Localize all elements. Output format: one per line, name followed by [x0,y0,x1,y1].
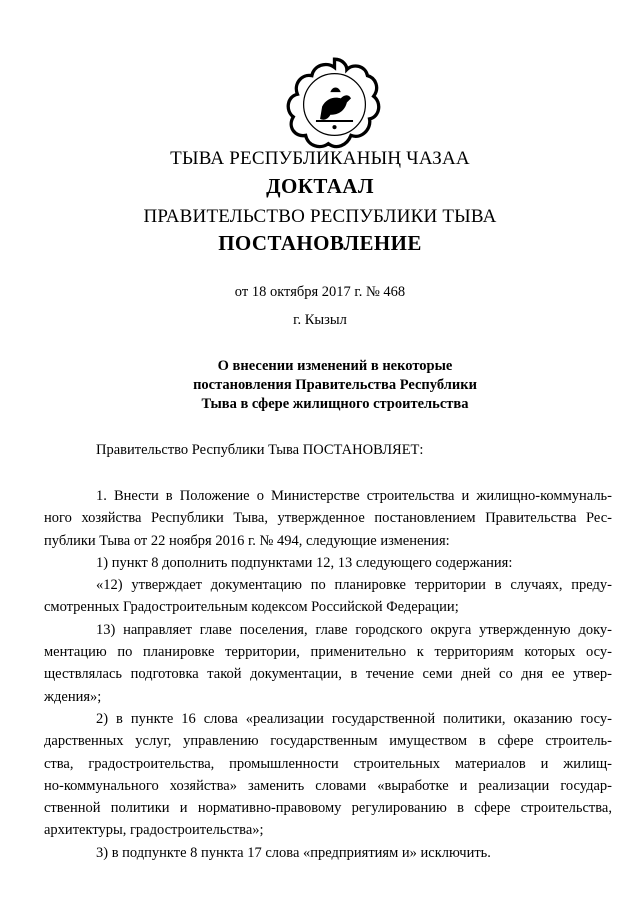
tuva-coat-of-arms-icon [283,53,386,156]
paragraph-line: ственной политики и нормативно-правовому регулированию в сфере строительства, [44,800,612,817]
body-paragraph [44,842,612,864]
paragraph-line: но-коммунального хозяйства» заменить словами «выработке и реализации государ- [44,777,612,794]
org-name-tyv: ТЫВА РЕСПУБЛИКАНЫҢ ЧАЗАА [170,148,470,169]
title-line: О внесении изменений в некоторые [217,358,453,374]
body-paragraph [44,619,612,708]
document-title [150,357,520,414]
paragraph-line: 1) пункт 8 дополнить подпунктами 12, 13 следующего содержания: [96,554,513,571]
date-number: от 18 октября 2017 г. № 468 [234,284,406,300]
document-body [44,485,612,864]
paragraph-line: 3) в подпункте 8 пункта 17 слова «предприятиям и» исключить. [96,844,491,861]
body-paragraph [44,708,612,842]
title-line: постановления Правительства Республики [193,377,477,393]
paragraph-line: ства, градостроительства, промышленности строительных материалов и жилищ- [44,755,612,772]
intro-line: Правительство Республики Тыва ПОСТАНОВЛЯЕТ: [96,442,424,458]
paragraph-line: ментацию по планировке территории, применительно к территориям которых осу- [44,644,612,661]
paragraph-line: публики Тыва от 22 ноября 2016 г. № 494, следующие изменения: [44,532,450,549]
paragraph-line: ществлялась подготовка такой документации, в течение семи дней со дня ее утвер- [44,666,612,683]
paragraph-line: ждения»; [44,688,102,705]
paragraph-line: смотренных Градостроительным кодексом Российской Федерации; [44,599,459,616]
body-paragraph [44,574,612,619]
org-name-ru: ПРАВИТЕЛЬСТВО РЕСПУБЛИКИ ТЫВА [143,206,497,227]
body-paragraph [44,552,612,574]
city: г. Кызыл [293,312,347,328]
paragraph-line: 1. Внести в Положение о Министерстве строительства и жилищно-коммуналь- [96,488,612,504]
doc-type-ru: ПОСТАНОВЛЕНИЕ [218,231,422,255]
paragraph-line: архитектуры, градостроительства»; [44,822,264,839]
paragraph-line: «12) утверждает документацию по планировке территории в случаях, преду- [96,577,612,594]
paragraph-line: дарственных услуг, управлению государственным имуществом в сфере строитель- [44,733,612,750]
paragraph-line: 2) в пункте 16 слова «реализации государственной политики, оказанию госу- [96,710,612,727]
paragraph-line: 13) направляет главе поселения, главе городского округа утвержденную доку- [96,621,612,638]
doc-type-tyv: ДОКТААЛ [266,174,374,198]
title-line: Тыва в сфере жилищного строительства [201,396,469,412]
body-paragraph [44,485,612,552]
paragraph-line: ного хозяйства Республики Тыва, утвержденное постановлением Правительства Рес- [44,510,612,527]
